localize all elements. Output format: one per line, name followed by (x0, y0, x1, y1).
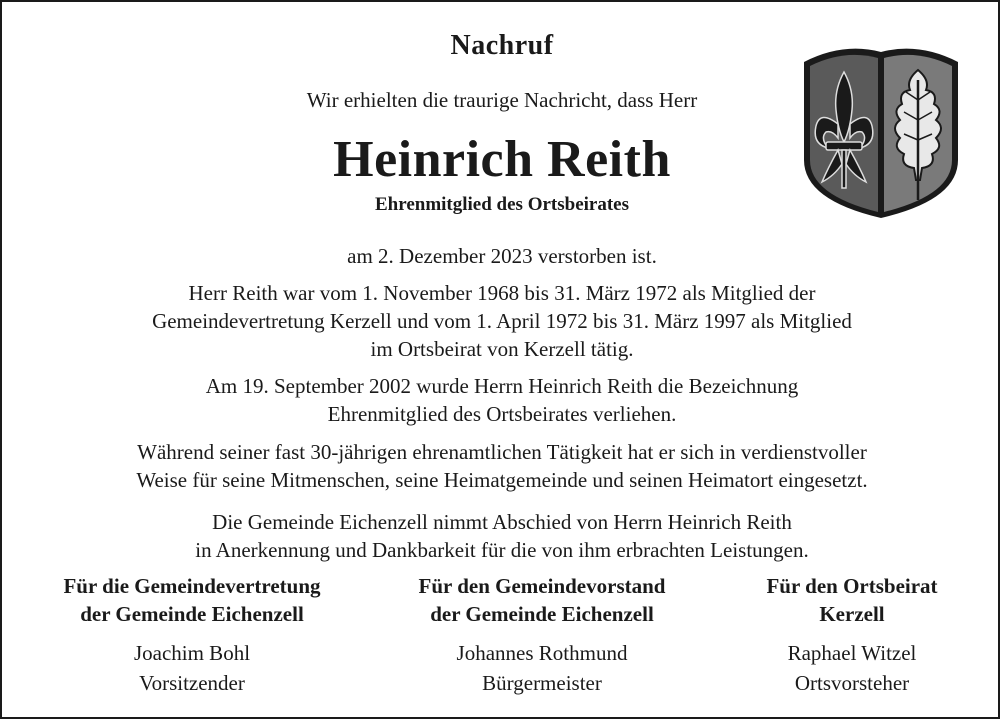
text-line: Ehrenmitglied des Ortsbeirates verliehen. (327, 402, 677, 426)
org-line: Für die Gemeindevertretung (63, 574, 321, 598)
signature-block (22, 572, 982, 698)
signature-local-council (722, 572, 982, 698)
service-paragraph (2, 279, 1000, 363)
org-line: Für den Ortsbeirat (766, 574, 938, 598)
honor-paragraph (2, 372, 1000, 428)
signature-board (382, 572, 702, 698)
text-line: Gemeindevertretung Kerzell und vom 1. April 1972 bis 31. März 1997 als Mitglied (152, 309, 852, 333)
org-line: Kerzell (819, 602, 885, 626)
coat-of-arms-icon (798, 40, 964, 220)
text-line: Am 19. September 2002 wurde Herrn Heinrich Reith die Bezeichnung (205, 374, 799, 398)
org-line: der Gemeinde Eichenzell (430, 602, 654, 626)
text-line: im Ortsbeirat von Kerzell tätig. (370, 337, 634, 361)
merit-paragraph (2, 438, 1000, 494)
org-line: der Gemeinde Eichenzell (80, 602, 304, 626)
text-line: Herr Reith war vom 1. November 1968 bis 31. März 1972 als Mitglied der (188, 281, 816, 305)
signatory-role: Ortsvorsteher (794, 671, 910, 695)
signatory-name: Johannes Rothmund (456, 641, 628, 665)
text-line: in Anerkennung und Dankbarkeit für die von ihm erbrachten Leistungen. (195, 538, 809, 562)
text-line: Während seiner fast 30-jährigen ehrenamtlichen Tätigkeit hat er sich in verdienstvoller (137, 440, 867, 464)
signatory-role: Vorsitzender (139, 671, 245, 695)
deceased-name: Heinrich Reith (333, 131, 671, 188)
signatory-role: Bürgermeister (482, 671, 602, 695)
honorary-title: Ehrenmitglied des Ortsbeirates (374, 194, 629, 215)
intro-line: Wir erhielten die traurige Nachricht, dass Herr (306, 88, 698, 112)
signatory-name: Joachim Bohl (133, 641, 251, 665)
notice-title: Nachruf (450, 30, 554, 61)
date-line: am 2. Dezember 2023 verstorben ist. (347, 244, 657, 268)
text-line: Die Gemeinde Eichenzell nimmt Abschied von Herrn Heinrich Reith (212, 510, 792, 534)
signatory-name: Raphael Witzel (787, 641, 917, 665)
text-line: Weise für seine Mitmenschen, seine Heimatgemeinde und seinen Heimatort eingesetzt. (136, 468, 868, 492)
org-line: Für den Gemeindevorstand (418, 574, 666, 598)
farewell-paragraph (2, 508, 1000, 564)
signature-council (22, 572, 362, 698)
